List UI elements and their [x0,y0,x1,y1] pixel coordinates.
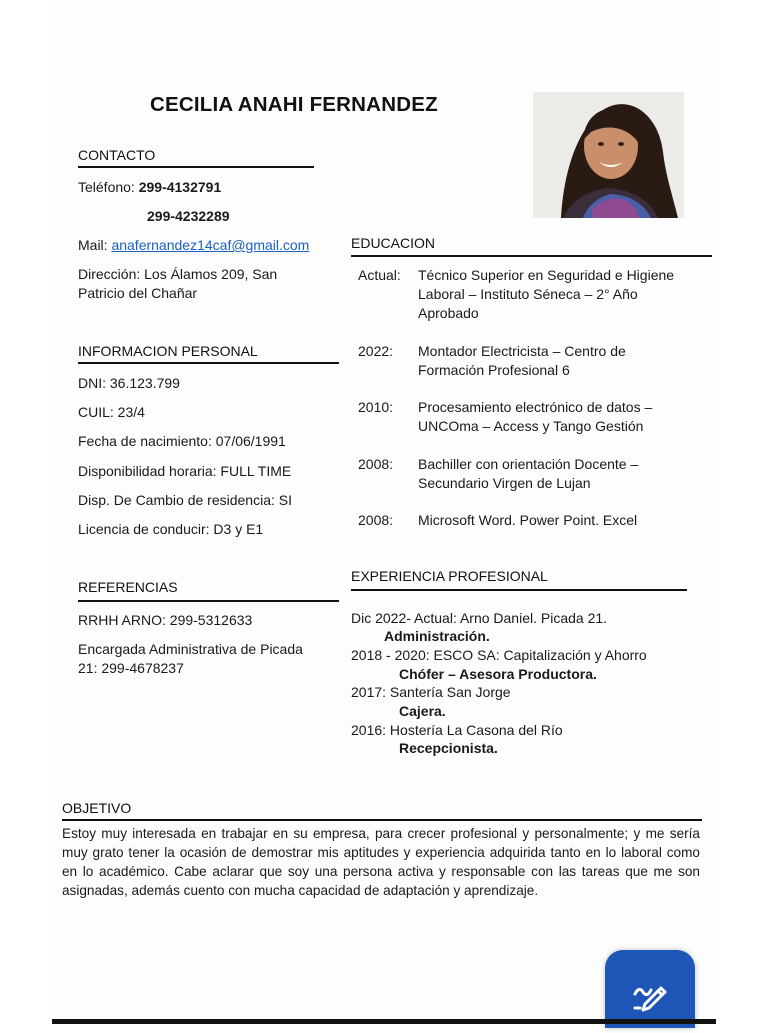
education-line: Montador Electricista – Centro de [418,343,626,359]
personal-availability: Disponibilidad horaria: FULL TIME [78,463,292,479]
page-bottom-border [52,1019,716,1024]
personal-dni: DNI: 36.123.799 [78,375,180,391]
references-divider [78,600,339,602]
profile-photo-image [533,92,684,218]
education-entry [418,398,708,436]
education-line: Microsoft Word. Power Point. Excel [418,512,638,528]
education-line: UNCOma – Access y Tango Gestión [418,418,644,434]
education-divider [351,255,712,257]
education-line: Técnico Superior en Seguridad e Higiene [418,267,675,283]
personal-cuil: CUIL: 23/4 [78,404,145,420]
education-entry [418,455,708,493]
education-line: Bachiller con orientación Docente – [418,456,639,472]
experience-line: Dic 2022- Actual: Arno Daniel. Picada 21. [351,610,608,626]
mail-label: Mail: [78,237,112,253]
objective-text: Estoy muy interesada en trabajar en su empresa, para crecer profesional y personalmente; y me sería muy grato tener la ocasión de demostrar mis aptitudes y experiencia adquirida tanto en lo laboral como en lo académico. Cabe aclarar que soy una persona activa y responsable con las tareas que me son asignadas, además cuento con mucha capacidad de adaptación y aprendizaje. [62,826,700,898]
address-line-1: Dirección: Los Álamos 209, San [78,266,278,282]
education-line: Formación Profesional 6 [418,362,570,378]
experience-role: Recepcionista. [399,740,498,756]
education-year: 2008: [358,456,394,472]
reference-1: RRHH ARNO: 299-5312633 [78,612,253,628]
personal-info-heading: INFORMACION PERSONAL [78,343,258,359]
education-year: Actual: [358,267,401,283]
objective-heading: OBJETIVO [62,800,132,816]
objective-divider [62,819,702,821]
mail-link[interactable]: anafernandez14caf@gmail.com [111,237,310,253]
experience-heading: EXPERIENCIA PROFESIONAL [351,568,548,584]
education-line: Procesamiento electrónico de datos – [418,399,653,415]
mail-line [78,236,309,255]
edit-button[interactable] [605,950,695,1028]
education-year: 2010: [358,399,394,415]
personal-relocation: Disp. De Cambio de residencia: SI [78,492,292,508]
education-line: Laboral – Instituto Séneca – 2° Año [418,286,638,302]
experience-line: 2018 - 2020: ESCO SA: Capitalización y Ahorro [351,647,647,663]
phone-1: 299-4132791 [138,179,222,195]
address-line-2: Patricio del Chañar [78,285,198,301]
education-line: Secundario Virgen de Lujan [418,475,591,491]
experience-line: 2016: Hostería La Casona del Río [351,722,563,738]
experience-role: Chófer – Asesora Productora. [399,666,597,682]
phone-label: Teléfono: [78,179,139,195]
education-entry [418,511,708,530]
phone-2: 299-4232289 [147,208,230,224]
education-year: 2022: [358,343,394,359]
edit-pen-icon [605,950,695,1028]
education-entry [418,342,708,380]
education-entry [418,266,708,323]
education-year: 2008: [358,512,394,528]
personal-license: Licencia de conducir: D3 y E1 [78,521,264,537]
reference-2-line-2: 21: 299-4678237 [78,660,184,676]
personal-info-divider [78,362,339,364]
profile-photo [533,92,684,218]
reference-2-line-1: Encargada Administrativa de Picada [78,641,303,657]
candidate-name: CECILIA ANAHI FERNANDEZ [150,93,438,116]
contact-divider [78,166,314,168]
experience-line: 2017: Santería San Jorge [351,684,511,700]
education-heading: EDUCACION [351,235,436,251]
personal-birthdate: Fecha de nacimiento: 07/06/1991 [78,433,286,449]
experience-divider [351,589,687,591]
references-heading: REFERENCIAS [78,579,178,595]
phone-line [78,178,221,197]
contact-heading: CONTACTO [78,147,156,163]
experience-role: Administración. [384,628,490,644]
education-line: Aprobado [418,305,479,321]
experience-role: Cajera. [399,703,446,719]
